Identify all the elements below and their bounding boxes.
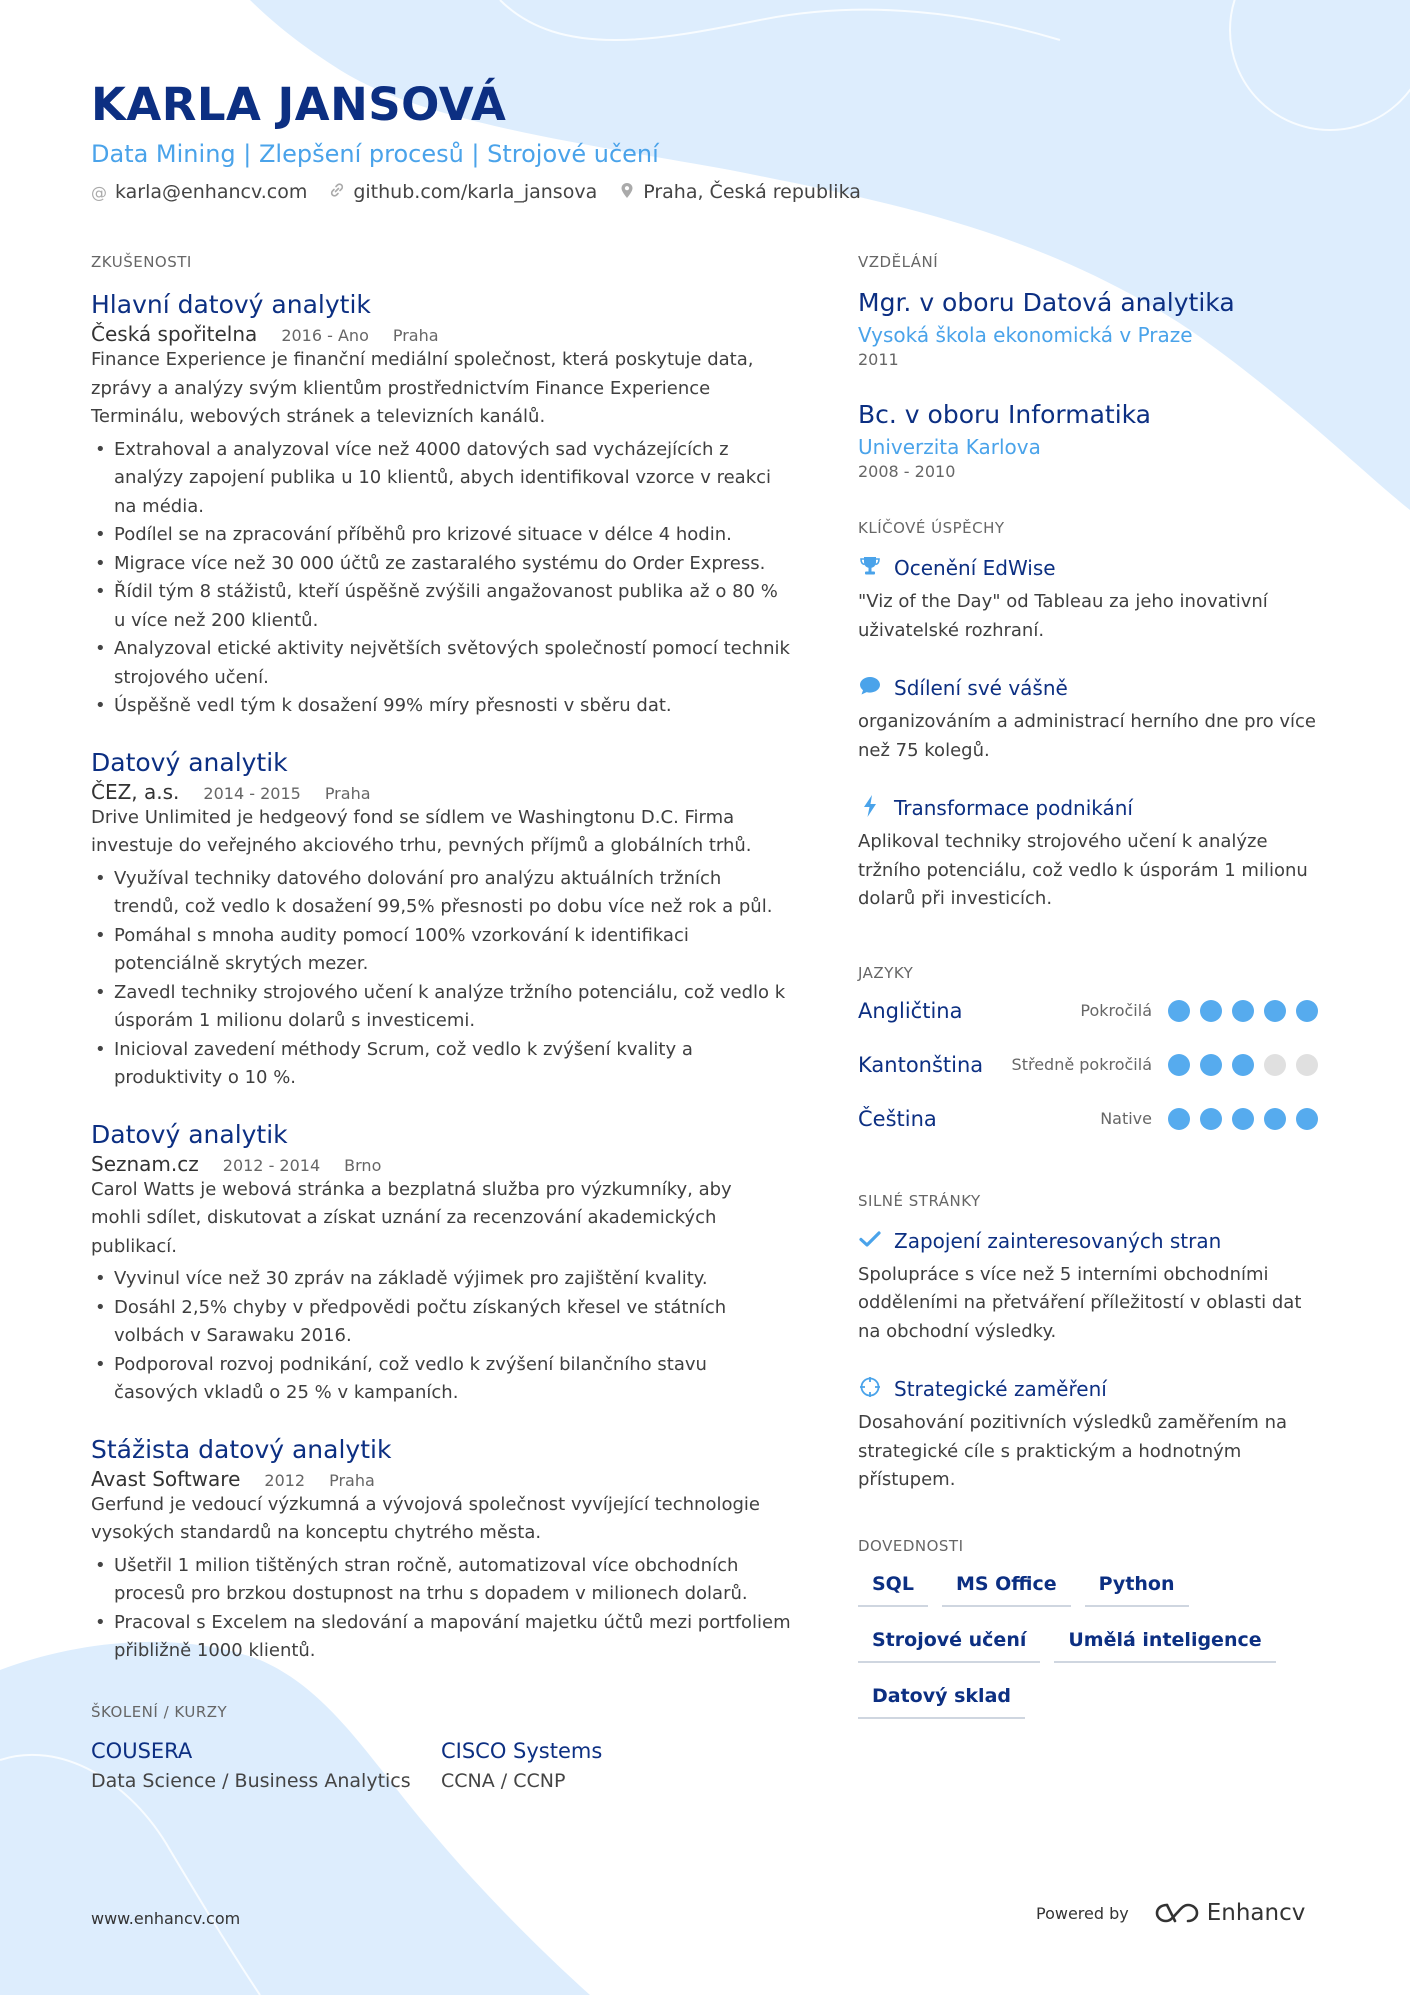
job-meta xyxy=(91,780,791,804)
achievement-description: "Viz of the Day" od Tableau za jeho inovativní uživatelské rozhraní. xyxy=(858,591,1268,641)
strength-header xyxy=(858,1374,1328,1404)
job-company: ČEZ, a.s. xyxy=(91,779,180,804)
strength-title: Zapojení zainteresovaných stran xyxy=(894,1228,1222,1253)
job-date: 2012 xyxy=(264,1470,306,1490)
language-name: Angličtina xyxy=(858,998,963,1023)
strength-item xyxy=(858,1374,1328,1495)
job-description: Drive Unlimited je hedgeový fond se sídlem ve Washingtonu D.C. Firma investuje do veřejného akciového trhu, pevných příjmů a globálních trhů. xyxy=(91,806,752,856)
job-bullet: • Řídil tým 8 stážistů, kteří úspěšně zvýšili angažovanost publika až o 80 % u více než 200 klientů. xyxy=(91,578,791,635)
right-column xyxy=(858,253,1328,1733)
course-item xyxy=(441,1737,791,1792)
education-item xyxy=(858,399,1328,481)
job-bullets xyxy=(91,436,791,721)
rating-dot-filled xyxy=(1200,1108,1222,1130)
rating-dot-filled xyxy=(1232,1108,1254,1130)
skill-tag: Python xyxy=(1085,1565,1189,1607)
contact-github[interactable] xyxy=(329,181,597,203)
training-section xyxy=(91,1703,791,1792)
course-title: CISCO Systems xyxy=(441,1739,603,1763)
rating-dot-filled xyxy=(1168,1000,1190,1022)
github-text: github.com/karla_jansova xyxy=(353,181,598,203)
rating-dot-filled xyxy=(1296,1000,1318,1022)
lightning-icon xyxy=(858,794,882,823)
language-item xyxy=(858,1038,1328,1092)
strength-description: Spolupráce s více než 5 interními obchodními odděleními na přetváření příležitostí v oblasti dat na obchodní výsledky. xyxy=(858,1263,1302,1342)
job-company: Avast Software xyxy=(91,1466,241,1491)
rating-dot-filled xyxy=(1232,1000,1254,1022)
language-level: Středně pokročilá xyxy=(1011,1055,1152,1074)
job-bullet: • Zavedl techniky strojového učení k analýze tržního potenciálu, což vedlo k úsporám 1 milionu dolarů s investicemi. xyxy=(91,979,791,1036)
achievement-title: Sdílení své vášně xyxy=(894,676,1068,700)
footer-website[interactable]: www.enhancv.com xyxy=(91,1909,241,1928)
experience-heading: ZKUŠENOSTI xyxy=(91,253,192,271)
strength-title: Strategické zaměření xyxy=(894,1377,1107,1401)
rating-dot-filled xyxy=(1200,1054,1222,1076)
job-meta xyxy=(91,1467,791,1491)
language-level: Native xyxy=(1100,1109,1152,1128)
job-bullets xyxy=(91,1265,791,1408)
link-icon xyxy=(329,182,345,202)
footer-brand xyxy=(1036,1900,1305,1926)
skills-heading: DOVEDNOSTI xyxy=(858,1536,964,1555)
course-list xyxy=(91,1737,791,1792)
job-entry xyxy=(91,1119,791,1408)
job-company: Česká spořitelna xyxy=(91,322,258,346)
location-text: Praha, Česká republika xyxy=(643,181,861,203)
achievement-header xyxy=(858,673,1328,703)
contact-bar xyxy=(91,181,883,203)
skill-tag: Strojové učení xyxy=(858,1621,1040,1663)
job-description: Finance Experience je finanční mediální společnost, která poskytuje data, zprávy a analýzy svým klientům prostřednictvím Finance Experience Terminálu, webových stránek a televizních kanálů. xyxy=(91,349,754,427)
language-rating xyxy=(1168,1108,1328,1130)
achievement-item xyxy=(858,793,1328,914)
job-bullet: • Podílel se na zpracování příběhů pro krizové situace v délce 4 hodin. xyxy=(91,521,791,550)
candidate-tagline: Data Mining | Zlepšení procesů | Strojové učení xyxy=(91,140,659,168)
language-level: Pokročilá xyxy=(1080,1001,1152,1020)
job-date: 2016 - Ano xyxy=(281,326,369,345)
education-year: 2011 xyxy=(858,350,899,369)
job-location: Praha xyxy=(324,783,371,803)
languages-section xyxy=(858,964,1328,1146)
language-rating xyxy=(1168,1000,1328,1022)
job-title: Hlavní datový analytik xyxy=(91,290,371,319)
achievement-title: Transformace podnikání xyxy=(894,796,1133,820)
job-date: 2014 - 2015 xyxy=(203,783,301,803)
job-entry xyxy=(91,747,791,1093)
crosshair-icon xyxy=(858,1376,882,1403)
language-rating xyxy=(1168,1054,1328,1076)
location-pin-icon xyxy=(619,182,635,203)
strength-item xyxy=(858,1226,1328,1347)
course-title: COUSERA xyxy=(91,1739,193,1763)
job-bullet: • Dosáhl 2,5% chyby v předpovědi počtu získaných křesel ve státních volbách v Sarawaku 2016. xyxy=(91,1294,791,1351)
at-icon: @ xyxy=(91,182,107,202)
achievement-description: Aplikoval techniky strojového učení k analýze tržního potenciálu, což vedlo k úsporám 1 milionu dolarů při investicích. xyxy=(858,831,1308,909)
candidate-name: KARLA JANSOVÁ xyxy=(91,78,507,131)
rating-dot-filled xyxy=(1264,1000,1286,1022)
language-item xyxy=(858,1092,1328,1146)
course-subtitle: CCNA / CCNP xyxy=(441,1770,566,1792)
job-bullet: • Analyzoval etické aktivity největších světových společností pomocí technik strojového učení. xyxy=(91,635,791,692)
job-location: Praha xyxy=(329,1470,375,1490)
language-name: Kantonština xyxy=(858,1052,984,1077)
education-item xyxy=(858,287,1328,369)
strength-description: Dosahování pozitivních výsledků zaměřením na strategické cíle s praktickým a hodnotným přístupem. xyxy=(858,1412,1288,1490)
job-bullet: • Pracoval s Excelem na sledování a mapování majetku účtů mezi portfoliem přibližně 1000 klientů. xyxy=(91,1609,791,1666)
checkmark-icon xyxy=(858,1229,882,1253)
training-heading: ŠKOLENÍ / KURZY xyxy=(91,1703,228,1721)
job-bullet: • Podporoval rozvoj podnikání, což vedlo k zvýšení bilančního stavu časových vkladů o 25 % v kampaních. xyxy=(91,1351,791,1408)
skill-tag: MS Office xyxy=(942,1565,1071,1607)
course-item xyxy=(91,1737,441,1792)
job-bullet: • Využíval techniky datového dolování pro analýzu aktuálních tržních trendů, což vedlo k dosažení 99,5% přesnosti po dobu více než rok a půl. xyxy=(91,865,791,922)
education-year: 2008 - 2010 xyxy=(858,462,956,481)
achievement-title: Ocenění EdWise xyxy=(894,556,1056,580)
rating-dot-filled xyxy=(1168,1054,1190,1076)
rating-dot-empty xyxy=(1264,1054,1286,1076)
achievement-item xyxy=(858,673,1328,765)
job-bullets xyxy=(91,865,791,1093)
speech-bubble-icon xyxy=(858,676,882,701)
job-bullet: • Inicioval zavedení méthody Scrum, což vedlo k zvýšení kvality a produktivity o 10 %. xyxy=(91,1036,791,1093)
job-location: Brno xyxy=(344,1155,382,1175)
job-bullet: • Vyvinul více než 30 zpráv na základě výjimek pro zajištění kvality. xyxy=(91,1265,791,1294)
enhancv-logo[interactable] xyxy=(1155,1900,1306,1926)
language-item xyxy=(858,984,1328,1038)
job-bullet: • Extrahoval a analyzoval více než 4000 datových sad vycházejících z analýzy zapojení publika u 10 klientů, abych identifikoval vzorce v reakci na média. xyxy=(91,436,791,522)
education-section xyxy=(858,253,1328,481)
languages-heading: JAZYKY xyxy=(858,963,914,982)
job-description: Gerfund je vedoucí výzkumná a vývojová společnost vyvíjející technologie vysokých standardů na konceptu chytrého města. xyxy=(91,1493,760,1543)
achievement-description: organizováním a administrací herního dne pro více než 75 kolegů. xyxy=(858,711,1316,761)
strength-header xyxy=(858,1226,1328,1256)
achievement-item xyxy=(858,553,1328,645)
job-date: 2012 - 2014 xyxy=(222,1155,321,1175)
skill-tag: Umělá inteligence xyxy=(1054,1621,1275,1663)
achievements-section xyxy=(858,519,1328,914)
rating-dot-filled xyxy=(1264,1108,1286,1130)
education-school: Univerzita Karlova xyxy=(858,435,1041,459)
job-bullet: • Ušetřil 1 milion tištěných stran ročně, automatizoval více obchodních procesů pro brzkou dostupnost na trhu s dopadem v milionech dolarů. xyxy=(91,1552,791,1609)
education-heading: VZDĚLÁNÍ xyxy=(858,253,939,271)
job-meta xyxy=(91,1152,791,1176)
job-entry xyxy=(91,289,791,721)
education-degree: Bc. v oboru Informatika xyxy=(858,400,1151,429)
job-title: Stážista datový analytik xyxy=(91,1434,392,1464)
job-meta xyxy=(91,322,791,346)
job-description: Carol Watts je webová stránka a bezplatná služba pro výzkumníky, aby mohli sdílet, diskutovat a získat uznání za recenzování akademických publikací. xyxy=(91,1178,732,1257)
skill-list xyxy=(858,1565,1328,1733)
rating-dot-filled xyxy=(1200,1000,1222,1022)
job-bullet: • Úspěšně vedl tým k dosažení 99% míry přesnosti v sběru dat. xyxy=(91,692,791,721)
language-name: Čeština xyxy=(858,1106,937,1131)
education-school: Vysoká škola ekonomická v Praze xyxy=(858,323,1193,347)
achievement-header xyxy=(858,553,1328,583)
brand-name: Enhancv xyxy=(1206,1900,1306,1926)
rating-dot-filled xyxy=(1168,1108,1190,1130)
skill-tag: Datový sklad xyxy=(858,1677,1025,1719)
job-title: Datový analytik xyxy=(91,747,288,777)
job-entry xyxy=(91,1434,791,1666)
course-subtitle: Data Science / Business Analytics xyxy=(91,1770,411,1792)
job-location: Praha xyxy=(392,326,439,345)
contact-email[interactable] xyxy=(91,181,307,203)
job-bullets xyxy=(91,1552,791,1666)
strengths-heading: SILNÉ STRÁNKY xyxy=(858,1191,981,1210)
skills-section xyxy=(858,1537,1328,1733)
experience-section xyxy=(91,253,791,1692)
job-title: Datový analytik xyxy=(91,1119,288,1149)
rating-dot-empty xyxy=(1296,1054,1318,1076)
contact-location xyxy=(619,181,861,203)
strengths-section xyxy=(858,1192,1328,1495)
job-bullet: • Pomáhal s mnoha audity pomocí 100% vzorkování k identifikaci potenciálně skrytých mezer. xyxy=(91,922,791,979)
trophy-icon xyxy=(858,555,882,582)
achievement-header xyxy=(858,793,1328,823)
education-degree: Mgr. v oboru Datová analytika xyxy=(858,288,1235,317)
rating-dot-filled xyxy=(1232,1054,1254,1076)
skill-tag: SQL xyxy=(858,1565,928,1607)
job-company: Seznam.cz xyxy=(91,1151,199,1176)
achievements-heading: KLÍČOVÉ ÚSPĚCHY xyxy=(858,519,1005,537)
email-text: karla@enhancv.com xyxy=(115,181,308,203)
powered-by-label: Powered by xyxy=(1036,1903,1129,1923)
rating-dot-filled xyxy=(1296,1108,1318,1130)
enhancv-logo-icon xyxy=(1155,1901,1199,1925)
job-bullet: • Migrace více než 30 000 účtů ze zastaralého systému do Order Express. xyxy=(91,550,791,579)
